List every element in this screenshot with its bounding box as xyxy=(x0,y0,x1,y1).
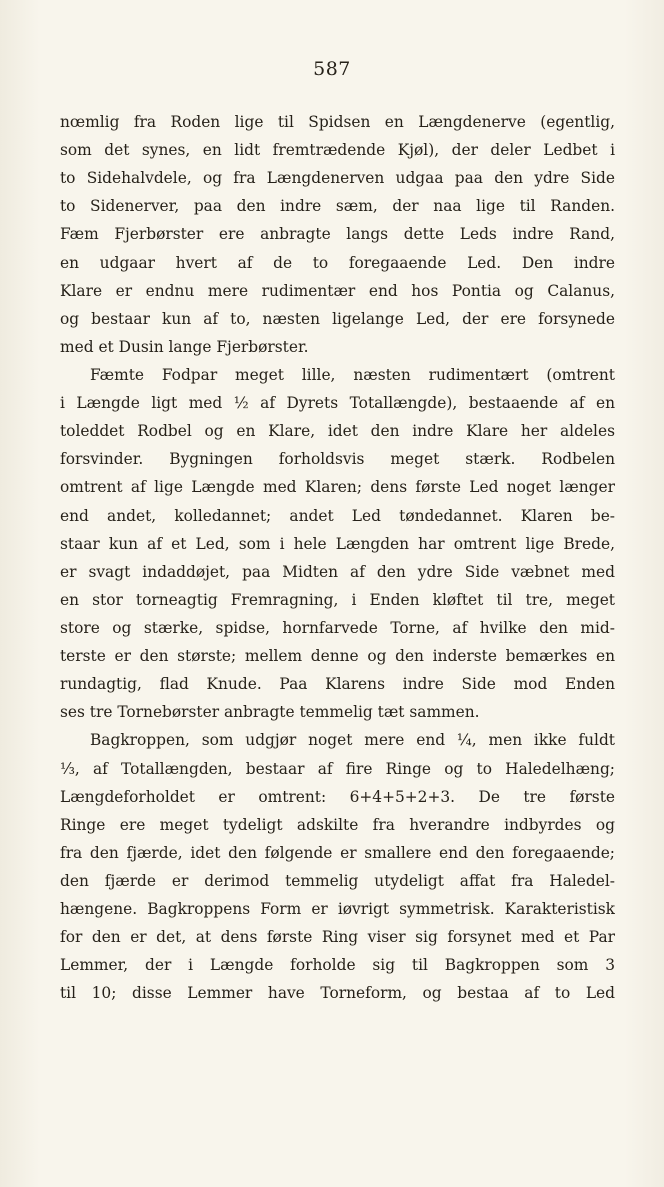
text-line: en udgaar hvert af de to foregaaende Led. Den indre xyxy=(60,253,615,272)
text-line: en stor torneagtig Fremragning, i Enden kløftet til tre, meget xyxy=(60,590,615,609)
paragraph-start-line: Fæmte Fodpar meget lille, næsten rudimentært (omtrent xyxy=(90,365,615,384)
text-line: to Sidenerver, paa den indre sæm, der naa lige til Randen. xyxy=(60,197,615,216)
text-line: rundagtig, flad Knude. Paa Klarens indre Side mod Enden xyxy=(60,675,615,694)
text-line: omtrent af lige Længde med Klaren; dens første Led noget længer xyxy=(60,478,615,497)
text-line: som det synes, en lidt fremtrædende Kjøl), der deler Ledbet i xyxy=(60,141,615,160)
text-line: og bestaar kun af to, næsten ligelange Led, der ere forsynede xyxy=(60,309,615,328)
text-line: nœmlig fra Roden lige til Spidsen en Længdenerve (egentlig, xyxy=(60,113,615,131)
paragraph-start-line: Bagkroppen, som udgjør noget mere end ¼, men ikke fuldt xyxy=(90,731,615,750)
text-line: for den er det, at dens første Ring viser sig forsynet med et Par xyxy=(60,928,615,947)
text-line: hængene. Bagkroppens Form er iøvrigt symmetrisk. Karakteristisk xyxy=(60,900,615,919)
text-line: ⅓, af Totallængden, bestaar af fire Ringe og to Haledelhæng; xyxy=(60,759,615,778)
text-line: to Sidehalvdele, og fra Længdenerven udgaa paa den ydre Side xyxy=(60,169,615,188)
text-line: Ringe ere meget tydeligt adskilte fra hverandre indbyrdes og xyxy=(60,815,615,834)
text-line: fra den fjærde, idet den følgende er smallere end den foregaaende; xyxy=(60,843,615,862)
text-line: forsvinder. Bygningen forholdsvis meget stærk. Rodbelen xyxy=(60,450,615,469)
text-line: til 10; disse Lemmer have Torneform, og bestaa af to Led xyxy=(60,984,615,1003)
text-line: Længdeforholdet er omtrent: 6+4+5+2+3. De tre første xyxy=(60,787,615,806)
text-line: Lemmer, der i Længde forholde sig til Bagkroppen som 3 xyxy=(60,956,615,975)
text-line: staar kun af et Led, som i hele Længden har omtrent lige Brede, xyxy=(60,534,615,553)
body-text xyxy=(60,108,615,1008)
text-line: store og stærke, spidse, hornfarvede Torne, af hvilke den mid- xyxy=(60,618,615,637)
text-line: i Længde ligt med ½ af Dyrets Totallængde), bestaaende af en xyxy=(60,394,615,413)
text-line: er svagt indaddøjet, paa Midten af den ydre Side væbnet med xyxy=(60,562,615,581)
text-line: end andet, kolledannet; andet Led tøndedannet. Klaren be- xyxy=(60,506,615,525)
text-line: Klare er endnu mere rudimentær end hos Pontia og Calanus, xyxy=(60,281,615,300)
text-line: Fæm Fjerbørster ere anbragte langs dette Leds indre Rand, xyxy=(60,225,615,244)
text-line: toleddet Rodbel og en Klare, idet den indre Klare her aldeles xyxy=(60,422,615,441)
text-line: med et Dusin lange Fjerbørster. xyxy=(60,337,309,356)
text-line: ses tre Tornebørster anbragte temmelig tæt sammen. xyxy=(60,703,480,722)
page-number: 587 xyxy=(313,58,351,80)
text-line: den fjærde er derimod temmelig utydeligt affat fra Haledel- xyxy=(60,871,615,890)
text-line: terste er den største; mellem denne og den inderste bemærkes en xyxy=(60,647,615,666)
